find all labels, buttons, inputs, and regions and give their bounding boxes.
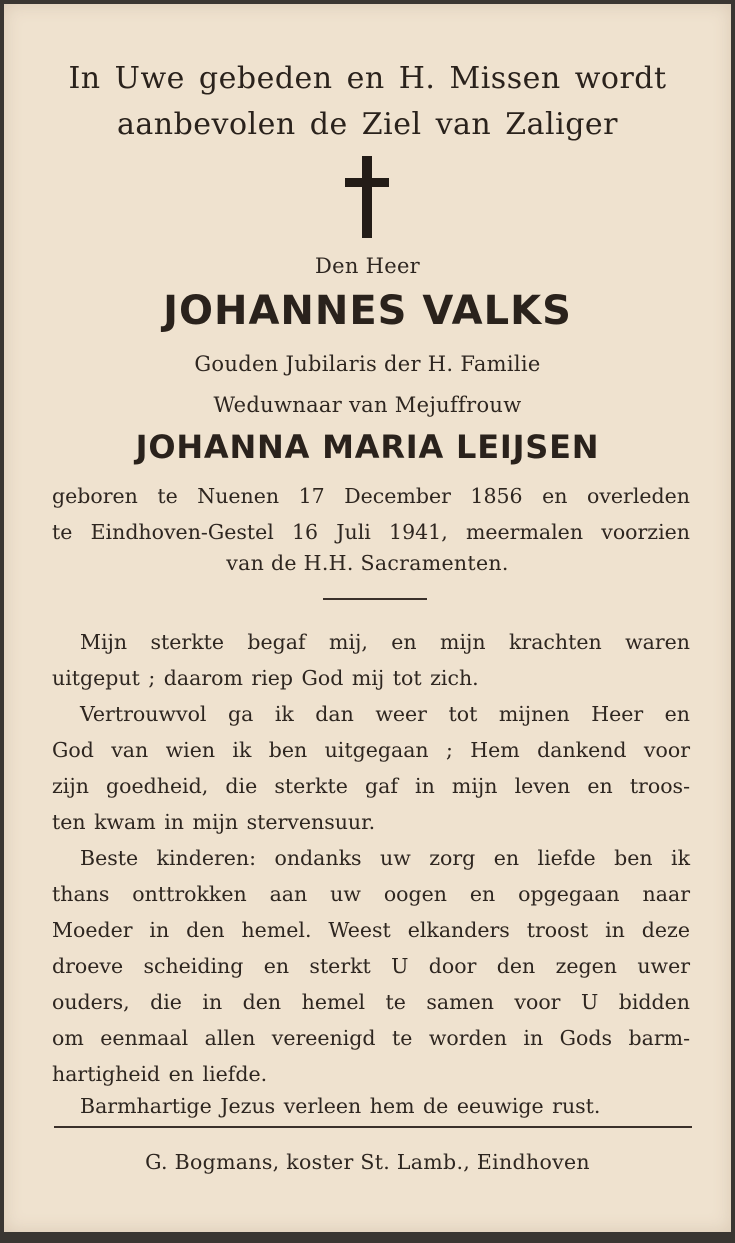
printer-credit: G. Bogmans, koster St. Lamb., Eindhoven <box>145 1150 590 1174</box>
paragraph-line: droeve scheiding en sterkt U door den zegen uwer <box>52 954 690 978</box>
paragraph-line: thans onttrokken aan uw oogen en opgegaan naar <box>52 882 690 906</box>
heading-line-2: aanbevolen de Ziel van Zaliger <box>117 107 618 142</box>
paragraph-2 <box>52 696 690 840</box>
paragraph-line: God van wien ik ben uitgegaan ; Hem dankend voor <box>52 738 690 762</box>
dates-block <box>52 478 690 550</box>
jubilee-line: Gouden Jubilaris der H. Familie <box>194 352 541 376</box>
paragraph-line: Moeder in den hemel. Weest elkanders troost in deze <box>52 918 690 942</box>
dates-line: te Eindhoven-Gestel 16 Juli 1941, meermalen voorzien <box>52 520 690 544</box>
spouse-name: JOHANNA MARIA LEIJSEN <box>135 428 600 466</box>
dates-line: geboren te Nuenen 17 December 1856 en overleden <box>52 484 690 508</box>
paragraph-line: Beste kinderen: ondanks uw zorg en liefde ben ik <box>80 846 690 870</box>
paragraph-4 <box>52 1088 690 1124</box>
paragraph-line: om eenmaal allen vereenigd te worden in Gods barm- <box>52 1026 690 1050</box>
dates-line: van de H.H. Sacramenten. <box>226 551 509 575</box>
paragraph-line: zijn goedheid, die sterkte gaf in mijn leven en troos- <box>52 774 690 798</box>
paragraph-1 <box>52 624 690 696</box>
divider <box>54 1126 692 1128</box>
divider <box>323 598 427 600</box>
paragraph-line: Barmhartige Jezus verleen hem de eeuwige rust. <box>80 1094 601 1118</box>
paragraph-line: ouders, die in den hemel te samen voor U bidden <box>52 990 690 1014</box>
paragraph-line: ten kwam in mijn stervensuur. <box>52 810 376 834</box>
heading-line-1: In Uwe gebeden en H. Missen wordt <box>68 61 667 96</box>
paragraph-line: Mijn sterkte begaf mij, en mijn krachten waren <box>80 630 690 654</box>
memorial-card <box>4 4 731 1232</box>
paragraph-line: Vertrouwvol ga ik dan weer tot mijnen Heer en <box>80 702 690 726</box>
deceased-name: JOHANNES VALKS <box>163 288 572 334</box>
paragraph-3 <box>52 840 690 1092</box>
honorific: Den Heer <box>314 254 421 278</box>
paragraph-line: uitgeput ; daarom riep God mij tot zich. <box>52 666 479 690</box>
latin-cross-icon <box>345 156 389 238</box>
widower-line: Weduwnaar van Mejuffrouw <box>213 393 522 417</box>
paragraph-line: hartigheid en liefde. <box>52 1062 268 1086</box>
